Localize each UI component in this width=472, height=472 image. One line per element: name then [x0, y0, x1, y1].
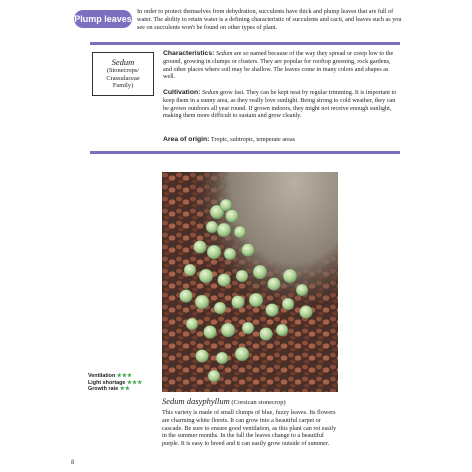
- species-caption: [162, 396, 342, 408]
- characteristics-section: [163, 50, 399, 81]
- intro-paragraph: In order to protect themselves from dehydration, succulents have thick and plump leaves that are full of water. The ability to retain water is a defining characteristic of succulents and cacti, and leaves such as you see on succulents won't be found on other types of plant.: [137, 8, 402, 31]
- rating-label: Light shortage: [88, 379, 126, 386]
- origin-heading: Area of origin:: [163, 136, 210, 143]
- rating-row: [88, 373, 142, 380]
- characteristics-text: are so named because of the way they spread or creep low to the ground, growing in clumps or clusters. They are popular for rooftop greening, rock gardens, and other places where soil may be shallow. The leaves come in many colors and shapes as well.: [163, 50, 394, 81]
- care-ratings: [88, 373, 142, 393]
- characteristics-heading: Characteristics:: [163, 50, 215, 57]
- plant-name-box: [92, 52, 154, 96]
- section-heading-label: Plump leaves: [74, 14, 132, 24]
- succulent-photo: [162, 172, 338, 392]
- star-icon: ★★★: [126, 379, 143, 386]
- cultivation-section: [163, 89, 399, 120]
- top-divider: [90, 42, 400, 45]
- rating-row: [88, 386, 142, 393]
- plant-genus: Sedum: [111, 57, 135, 67]
- species-name: Sedum dasyphyllum: [162, 396, 230, 406]
- rating-label: Ventilation: [88, 373, 116, 379]
- plant-family-line3: Family): [112, 82, 134, 90]
- star-icon: ★★★: [116, 373, 133, 379]
- section-heading-pill: [74, 10, 132, 28]
- species-common-name: (Corsican stonecrop): [229, 399, 286, 406]
- plant-family-line2: Crassulaceae: [106, 74, 140, 82]
- rating-label: Growth rate: [88, 386, 119, 393]
- origin-section: [163, 136, 399, 144]
- star-icon: ★★: [119, 386, 131, 393]
- cultivation-heading: Cultivation:: [163, 89, 201, 96]
- page-number: 8: [71, 460, 75, 466]
- cultivation-text: grow fast. They can be kept neat by regular trimming. It is important to keep them in a sunny area, as they really love sunlight. Being strong to cold weather, they can be grown outdoors all year round. If grown indoors, they might not receive enough sunlight, making them more difficult to sustain and grow cleanly.: [163, 89, 397, 120]
- succulent-photo-illustration: [162, 172, 338, 392]
- characteristics-genus: Sedum: [215, 50, 233, 57]
- origin-text: Tropic, subtropic, temperate areas: [209, 136, 296, 143]
- rating-row: [88, 380, 142, 387]
- species-description: This variety is made of small clumps of blue, fuzzy leaves. Its flowers are charming white florets. It can grow into a beautiful carpet or cascade. Be sure to ensure good ventilation, as this plant can rot easily in the summer months. In the fall the leaves change to a beautiful purple. It is easy to breed and it can easily grow outside of summer.: [162, 409, 337, 448]
- middle-divider: [90, 151, 400, 154]
- cultivation-genus: Sedum: [201, 89, 219, 96]
- plant-family-line1: (Stonecrops/: [106, 67, 140, 74]
